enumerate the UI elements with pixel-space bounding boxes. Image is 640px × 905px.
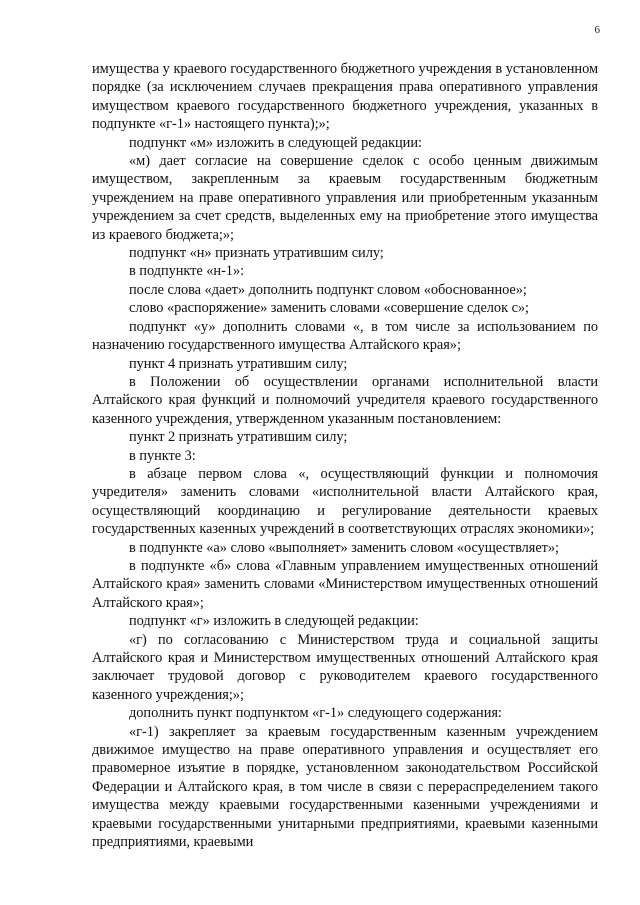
paragraph: в подпункте «б» слова «Главным управлением имущественных отношений Алтайского края» заменить словами «Министерством имущественных отношений Алтайского края»;	[92, 557, 598, 611]
paragraph: подпункт «н» признать утратившим силу;	[129, 245, 384, 262]
paragraph: слово «распоряжение» заменить словами «совершение сделок с»;	[129, 300, 530, 317]
paragraph: в Положении об осуществлении органами исполнительной власти Алтайского края функций и полномочий учредителя краевого государственного казенного учреждения, утвержденном указанным постановлением:	[92, 373, 598, 427]
page-number: 6	[594, 24, 600, 36]
paragraph: «г) по согласованию с Министерством труда и социальной защиты Алтайского края и Министерством имущественных отношений Алтайского края заключает трудовой договор с руководителем краевого государственного казенного учреждения;»;	[92, 631, 598, 703]
paragraph: после слова «дает» дополнить подпункт словом «обоснованное»;	[129, 281, 527, 298]
paragraph: дополнить пункт подпунктом «г-1» следующего содержания:	[129, 705, 502, 722]
paragraph: пункт 2 признать утратившим силу;	[129, 429, 348, 446]
paragraph: в подпункте «а» слово «выполняет» заменить словом «осуществляет»;	[129, 539, 560, 556]
paragraph: «г-1) закрепляет за краевым государственным казенным учреждением движимое имущество на праве оперативного управления и осуществляет его правомерное изъятие в порядке, установленном законодательством Российской Федерации и Алтайского края, в том числе в связи с перераспределением такого имущества между краевыми государственными казенными учреждениями и краевыми государственными унитарными предприятиями, краевыми казенными предприятиями, краевыми	[92, 723, 598, 851]
paragraph: подпункт «м» изложить в следующей редакции:	[129, 134, 422, 151]
paragraph: в абзаце первом слова «, осуществляющий функции и полномочия учредителя» заменить словами «исполнительной власти Алтайского края, осуществляющий координацию и регулирование деятельности краевых государственных казенных учреждений в соответствующих отраслях экономики»;	[92, 465, 598, 538]
paragraph: в пункте 3:	[129, 447, 196, 464]
paragraph: пункт 4 признать утратившим силу;	[129, 355, 348, 372]
paragraph: подпункт «у» дополнить словами «, в том числе за использованием по назначению государственного имущества Алтайского края»;	[92, 318, 598, 354]
paragraph: «м) дает согласие на совершение сделок с особо ценным движимым имуществом, закрепленным за краевым государственным бюджетным учреждением на праве оперативного управления или приобретенным указанным учреждением за счет средств, выделенных ему на приобретение этого имущества из краевого бюджета;»;	[92, 153, 598, 243]
paragraph: имущества у краевого государственного бюджетного учреждения в установленном порядке (за исключением случаев прекращения права оперативного управления имуществом краевого государственного бюджетного учреждения, указанных в подпункте «г-1» настоящего пункта);»;	[92, 61, 598, 133]
document-body	[92, 60, 598, 851]
paragraph: подпункт «г» изложить в следующей редакции:	[129, 613, 419, 630]
paragraph: в подпункте «н-1»:	[129, 263, 245, 280]
